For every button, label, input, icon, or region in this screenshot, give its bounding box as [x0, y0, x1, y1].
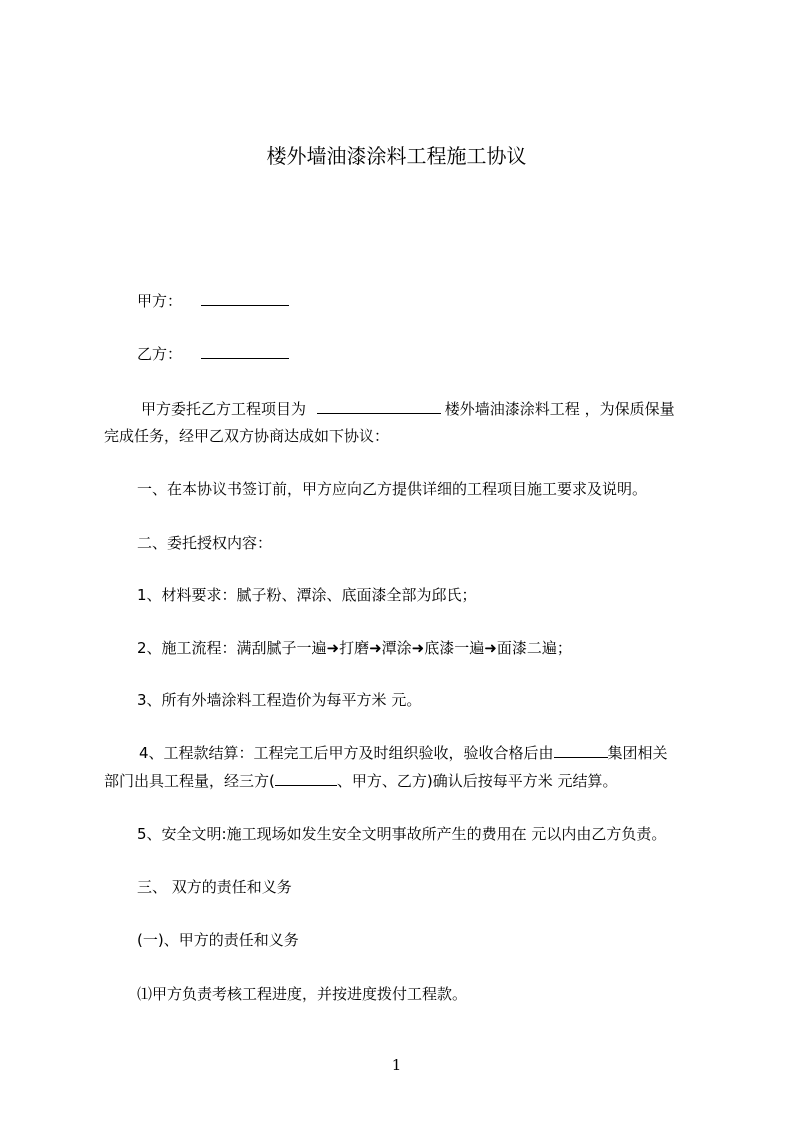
intro-text-a: 甲方委托乙方工程项目为	[141, 400, 307, 418]
page-number: 1	[391, 1056, 402, 1074]
intro-line-2: 完成任务，经甲乙双方协商达成如下协议：	[104, 427, 390, 445]
project-blank	[317, 398, 441, 414]
item-3: 3、所有外墙涂料工程造价为每平方米 元。	[137, 691, 422, 709]
party-a-line	[137, 290, 289, 312]
item-1: 1、材料要求：腻子粉、潭涂、底面漆全部为邱氏；	[137, 586, 477, 604]
item-4-text-b: 集团相关	[607, 744, 668, 762]
party-b-label: 乙方：	[137, 345, 183, 363]
party-a-label: 甲方：	[137, 292, 183, 310]
item-4-text-d: 、甲方、乙方)确认后按每平方米 元结算。	[336, 772, 618, 790]
duty-1: ⑴甲方负责考核工程进度，并按进度拨付工程款。	[137, 985, 468, 1003]
third-party-blank	[275, 770, 337, 786]
group-blank	[554, 742, 608, 758]
item-4-text-a: 4、工程款结算：工程完工后甲方及时组织验收，验收合格后由	[139, 744, 554, 762]
intro-text-b: 楼外墙油漆涂料工程 ，为保质保量	[444, 400, 675, 418]
party-b-line	[137, 343, 289, 365]
item-2: 2、施工流程：满刮腻子一遍➜打磨➜潭涂➜底漆一遍➜面漆二遍；	[137, 639, 572, 657]
party-a-blank	[201, 290, 289, 306]
clause-2: 二、委托授权内容：	[137, 534, 273, 552]
intro-line-1	[141, 398, 675, 420]
clause-1: 一、在本协议书签订前，甲方应向乙方提供详细的工程项目施工要求及说明。	[137, 480, 648, 498]
sub-clause-1: (一)、甲方的责任和义务	[137, 931, 299, 949]
item-5: 5、安全文明:施工现场如发生安全文明事故所产生的费用在 元以内由乙方负责。	[137, 825, 667, 843]
item-4-line-2	[104, 770, 617, 792]
clause-3: 三、 双方的责任和义务	[137, 878, 292, 896]
party-b-blank	[201, 343, 289, 359]
document-title: 楼外墙油漆涂料工程施工协议	[266, 144, 527, 168]
item-4-text-c: 部门出具工程量，经三方(	[104, 772, 275, 790]
item-4-line-1	[139, 742, 668, 764]
